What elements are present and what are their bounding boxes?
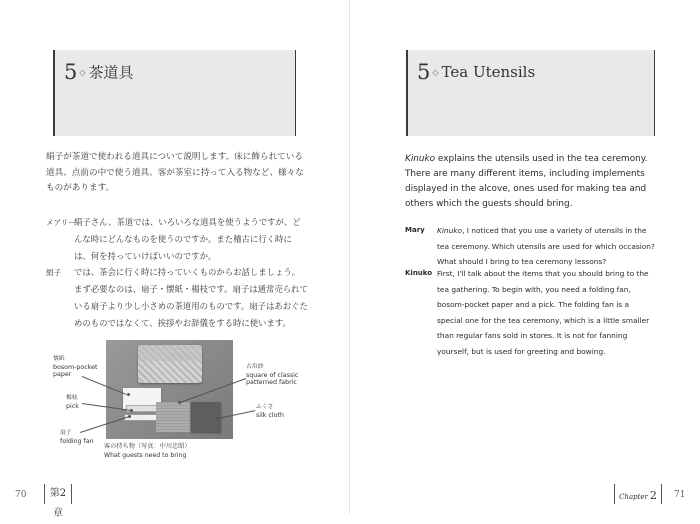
- dialog-entry-kinuko-en: [405, 266, 657, 360]
- dialog-text: Kinuko, I noticed that you use a variety of utensils in the tea ceremony. Which utensils are used for which occasion? What should I bring to tea ceremony lessons?: [437, 226, 655, 267]
- speaker-label: 絹子: [46, 268, 61, 277]
- chapter-marker-en: Chapter 2: [614, 484, 662, 504]
- intro-paragraph-jp: 絹子が茶道で使われる道具について説明します。床に飾られている道具、点前の中で使う道具、客が茶室に持って入る物など、様々なものがあります。: [46, 152, 304, 193]
- photo-caption-jp: 客の持ち物（写真：中川忠昭）: [104, 443, 191, 450]
- chapter-marker-jp: 第2章: [44, 484, 72, 504]
- dialog-text: First, I'll talk about the items that you should bring to the tea gathering. To begin with, you need a folding fan, bosom-pocket paper and a pick. The folding fan is a special one for the tea ceremony, which is a little smaller than regular fans sold in stores. It is not for fanning yourself, but is used for greeting and bowing.: [437, 269, 650, 356]
- label-sensu: 扇子 folding fan: [60, 430, 94, 445]
- patterned-fabric-item: [156, 402, 190, 432]
- page-number-right: 71: [674, 490, 686, 500]
- dialog-entry-mary-jp: [46, 214, 308, 265]
- section-title-en: [417, 60, 535, 84]
- speaker-label: メアリー: [46, 218, 76, 227]
- section-number: 5: [417, 60, 431, 84]
- section-title-box-en: [406, 50, 655, 136]
- left-page: [0, 0, 350, 519]
- photo-caption: [104, 443, 191, 460]
- section-title-text: Tea Utensils: [441, 63, 536, 81]
- section-title-box-jp: [53, 50, 296, 136]
- label-kobukusa: 古帛紗 square of classic patterned fabric: [246, 364, 299, 387]
- speaker-label: Kinuko: [405, 269, 433, 277]
- dialog-text: 絹子さん、茶道では、いろいろな道具を使うようですが、どんな時にどんなものを使うのですか。また稽古に行く時には、何を持っていけばいいのですか。: [74, 217, 301, 261]
- intro-paragraph-en: Kinuko explains the utensils used in the tea ceremony. There are many different items, including implements displayed in the alcove, ones used for making tea and others which the guests should bring.: [405, 154, 648, 209]
- speaker-label: Mary: [405, 226, 425, 234]
- dialog-text: では、茶会に行く時に持っていくものからお話しましょう。まず必要なのは、扇子・懐紙・楊枝です。扇子は通常売られている扇子より少し小さめの茶道用のものです。扇子はあおぐためのものではなくて、挨拶やお辞儀をする時に使います。: [74, 267, 308, 328]
- photo-caption-en: What guests need to bring: [104, 451, 187, 459]
- label-kaishi: 懐紙 bosom-pocket paper: [53, 356, 98, 379]
- section-title-text: 茶道具: [88, 63, 134, 82]
- page-number-left: 70: [15, 490, 27, 500]
- section-number: 5: [64, 60, 78, 84]
- dialog-entry-kinuko-jp: [46, 264, 308, 332]
- right-page: [350, 0, 700, 514]
- diamond-icon: ◇: [432, 67, 439, 77]
- label-fukusa: ふくさ silk cloth: [256, 404, 284, 419]
- dialog-entry-mary-en: [405, 223, 657, 270]
- label-yoji: 楊枝 pick: [66, 395, 79, 410]
- section-title-jp: [64, 60, 134, 84]
- diamond-icon: ◇: [79, 67, 86, 77]
